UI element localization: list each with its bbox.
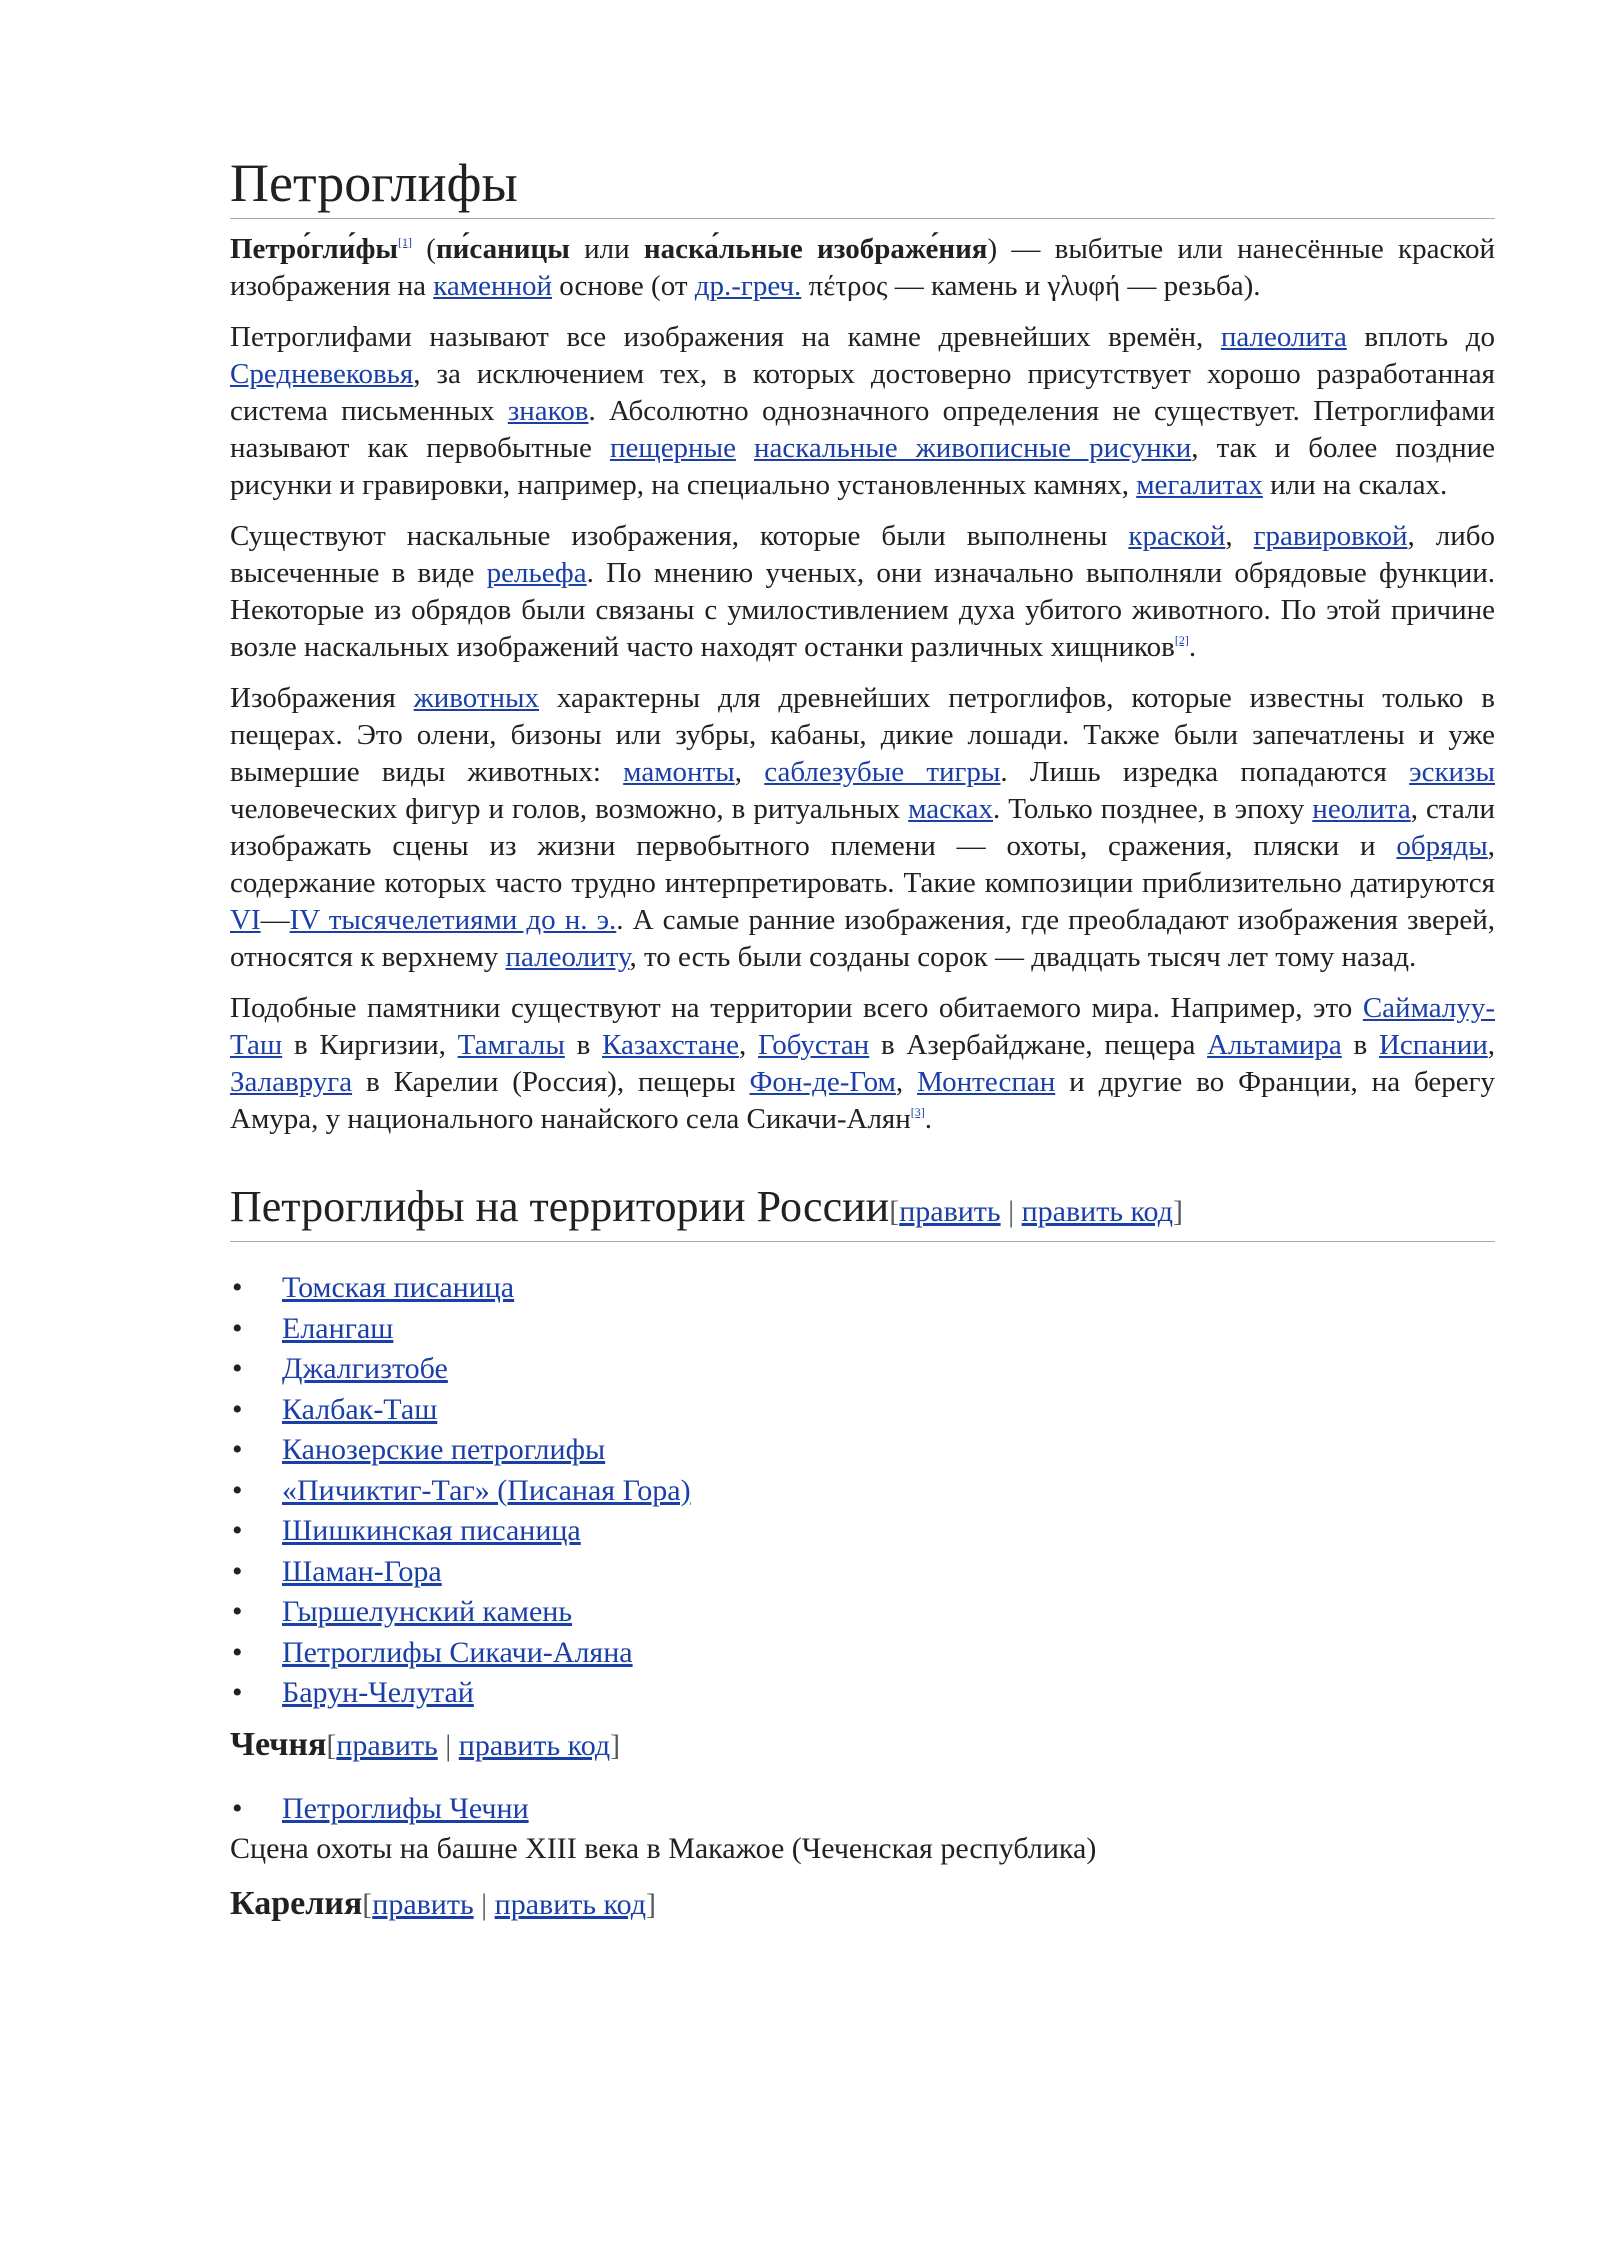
link-6th-millennium[interactable]: VI [230,904,261,936]
link-signs[interactable]: знаков [507,395,589,427]
edit-code-link[interactable]: править код [458,1728,611,1762]
link-masks[interactable]: масках [908,793,994,825]
paragraph-animals: Изображения животных характерны для древнейших петроглифов, которые известны только в пещерах. Это олени, бизоны или зубры, кабаны, дикие лошади. Также были запечатлены и уже вымершие виды животных: мамонты, саблезубые тигры. Лишь изредка попадаются эскизы человеческих фигур и голов, возможно, в ритуальных масках. Только позднее, в эпоху неолита, стали изображать сцены из жизни первобытного племени — охоты, сражения, пляски и обряды, содержание которых часто трудно интерпретировать. Такие композиции приблизительно датируются VI—IV тысячелетиями до н. э.. А самые ранние изображения, где преобладают изображения зверей, относятся к верхнему палеолиту, то есть были созданы сорок — двадцать тысяч лет тому назад. [230,682,1496,973]
section-heading-russia: Петроглифы на территории России[править | править код] [230,1180,1495,1242]
list-item-link[interactable]: Шаман-Гора [282,1554,442,1588]
link-sabertooth[interactable]: саблезубые тигры [764,756,1001,788]
link-cave[interactable]: пещерные [609,432,736,464]
paragraph-definition: Петроглифами называют все изображения на камне древнейших времён, палеолита вплоть до Средневековья, за исключением тех, в которых достоверно присутствует хорошо разработанная система письменных знаков. Абсолютно однозначного определения не существует. Петроглифами называют как первобытные пещерные наскальные живописные рисунки, так и более поздние рисунки и гравировки, например, на специально установленных камнях, мегалитах или на скалах. [230,321,1495,501]
list-item-link[interactable]: Гыршелунский камень [282,1595,573,1628]
link-relief[interactable]: рельефа [486,557,587,589]
chechnya-petroglyph-list [230,1789,1495,1830]
list-item-link[interactable]: Петроглифы Сикачи-Аляна [282,1635,633,1669]
edit-link[interactable]: править [336,1728,438,1762]
paragraph-locations: Подобные памятники существуют на территории всего обитаемого мира. Например, это Саймалуу-Таш в Киргизии, Тамгалы в Казахстане, Гобустан в Азербайджане, пещера Альтамира в Испании, Залавруга в Карелии (Россия), пещеры Фон-де-Гом, Монтеспан и другие во Франции, на берегу Амура, у национального нанайского села Сикачи-Алян[3]. [230,992,1496,1135]
list-item [230,1471,1495,1512]
list-item-link[interactable]: Барун-Челутай [282,1676,474,1709]
link-spain[interactable]: Испании [1378,1029,1488,1061]
reference-link[interactable]: [1] [398,235,413,249]
link-rock-paintings[interactable]: наскальные живописные рисунки [754,432,1192,464]
page-title: Петроглифы [230,150,1495,219]
list-item [230,1673,1495,1714]
link-engraving[interactable]: гравировкой [1253,520,1408,552]
list-item [230,1268,1495,1309]
link-animals[interactable]: животных [413,682,540,714]
link-kazakhstan[interactable]: Казахстане [602,1029,740,1061]
link-megaliths[interactable]: мегалитах [1136,469,1263,501]
link-zalavruga[interactable]: Залавруга [230,1066,353,1098]
list-item-link[interactable]: Елангаш [282,1311,394,1345]
link-greek[interactable]: др.-греч. [694,270,802,302]
link-mammoths[interactable]: мамонты [623,756,735,788]
edit-code-link[interactable]: править код [494,1888,647,1921]
link-rituals[interactable]: обряды [1396,830,1488,862]
list-item-link[interactable]: «Пичиктиг-Таг» (Писаная Гора) [282,1473,691,1507]
list-item-link[interactable]: Шишкинская писаница [282,1514,581,1547]
paragraph-techniques: Существуют наскальные изображения, которые были выполнены краской, гравировкой, либо высеченные в виде рельефа. По мнению ученых, они изначально выполняли обрядовые функции. Некоторые из обрядов были связаны с умилостивлением духа убитого животного. По этой причине возле наскальных изображений часто находят останки различных хищников[2]. [230,520,1496,663]
link-paint[interactable]: краской [1128,520,1226,552]
link-montespan[interactable]: Монтеспан [917,1066,1056,1098]
link-kamen[interactable]: каменной [433,270,553,302]
edit-link[interactable]: править [899,1195,1001,1228]
list-item [230,1309,1495,1350]
list-item [230,1633,1495,1674]
list-item [230,1789,1495,1830]
list-item-link[interactable]: Калбак-Таш [282,1392,438,1426]
link-upper-paleolith[interactable]: палеолиту [505,941,630,973]
link-middle-ages[interactable]: Средневековья [230,358,414,390]
reference-link[interactable]: [3] [910,1105,925,1119]
section-heading-chechnya: Чечня[править | править код] [230,1725,621,1763]
list-item-link[interactable]: Петроглифы Чечни [282,1791,529,1825]
term: Петро́гли́фы [230,233,399,265]
list-item [230,1552,1495,1593]
russia-petroglyph-list [230,1268,1495,1714]
edit-code-link[interactable]: править код [1021,1195,1173,1228]
link-paleolith[interactable]: палеолита [1220,321,1347,353]
list-item-link[interactable]: Томская писаница [282,1271,515,1304]
link-saimaluu-tash[interactable]: Саймалуу-Таш [230,992,1495,1061]
reference-link[interactable]: [2] [1174,633,1189,647]
list-item [230,1592,1495,1633]
edit-section-links: [править | править код] [326,1728,621,1762]
article [230,150,1495,1948]
link-4th-millennium[interactable]: IV тысячелетиями до н. э. [289,904,617,936]
edit-section-links: [править | править код] [889,1195,1183,1228]
list-item-link[interactable]: Джалгизтобе [282,1352,448,1385]
section-heading-karelia: Карелия[править | править код] [230,1885,657,1922]
link-font-de-gaume[interactable]: Фон-де-Гом [749,1066,896,1098]
list-item [230,1511,1495,1552]
link-altamira[interactable]: Альтамира [1207,1029,1342,1061]
link-neolith[interactable]: неолита [1312,793,1411,825]
list-item-link[interactable]: Канозерские петроглифы [282,1433,606,1466]
list-item [230,1430,1495,1471]
link-gobustan[interactable]: Гобустан [758,1029,870,1061]
list-item [230,1349,1495,1390]
image-caption: Сцена охоты на башне XIII века в Макажое (Чеченская республика) [230,1832,1097,1865]
link-tamgaly[interactable]: Тамгалы [457,1029,565,1061]
list-item [230,1390,1495,1431]
edit-section-links: [править | править код] [362,1888,657,1921]
edit-link[interactable]: править [372,1888,474,1921]
link-sketches[interactable]: эскизы [1409,756,1495,788]
intro-paragraph: Петро́гли́фы[1] (пи́саницы или наска́льные изображе́ния) — выбитые или нанесённые краской изображения на каменной основе (от др.-греч. πέτρος — камень и γλυφή — резьба). [230,233,1495,302]
